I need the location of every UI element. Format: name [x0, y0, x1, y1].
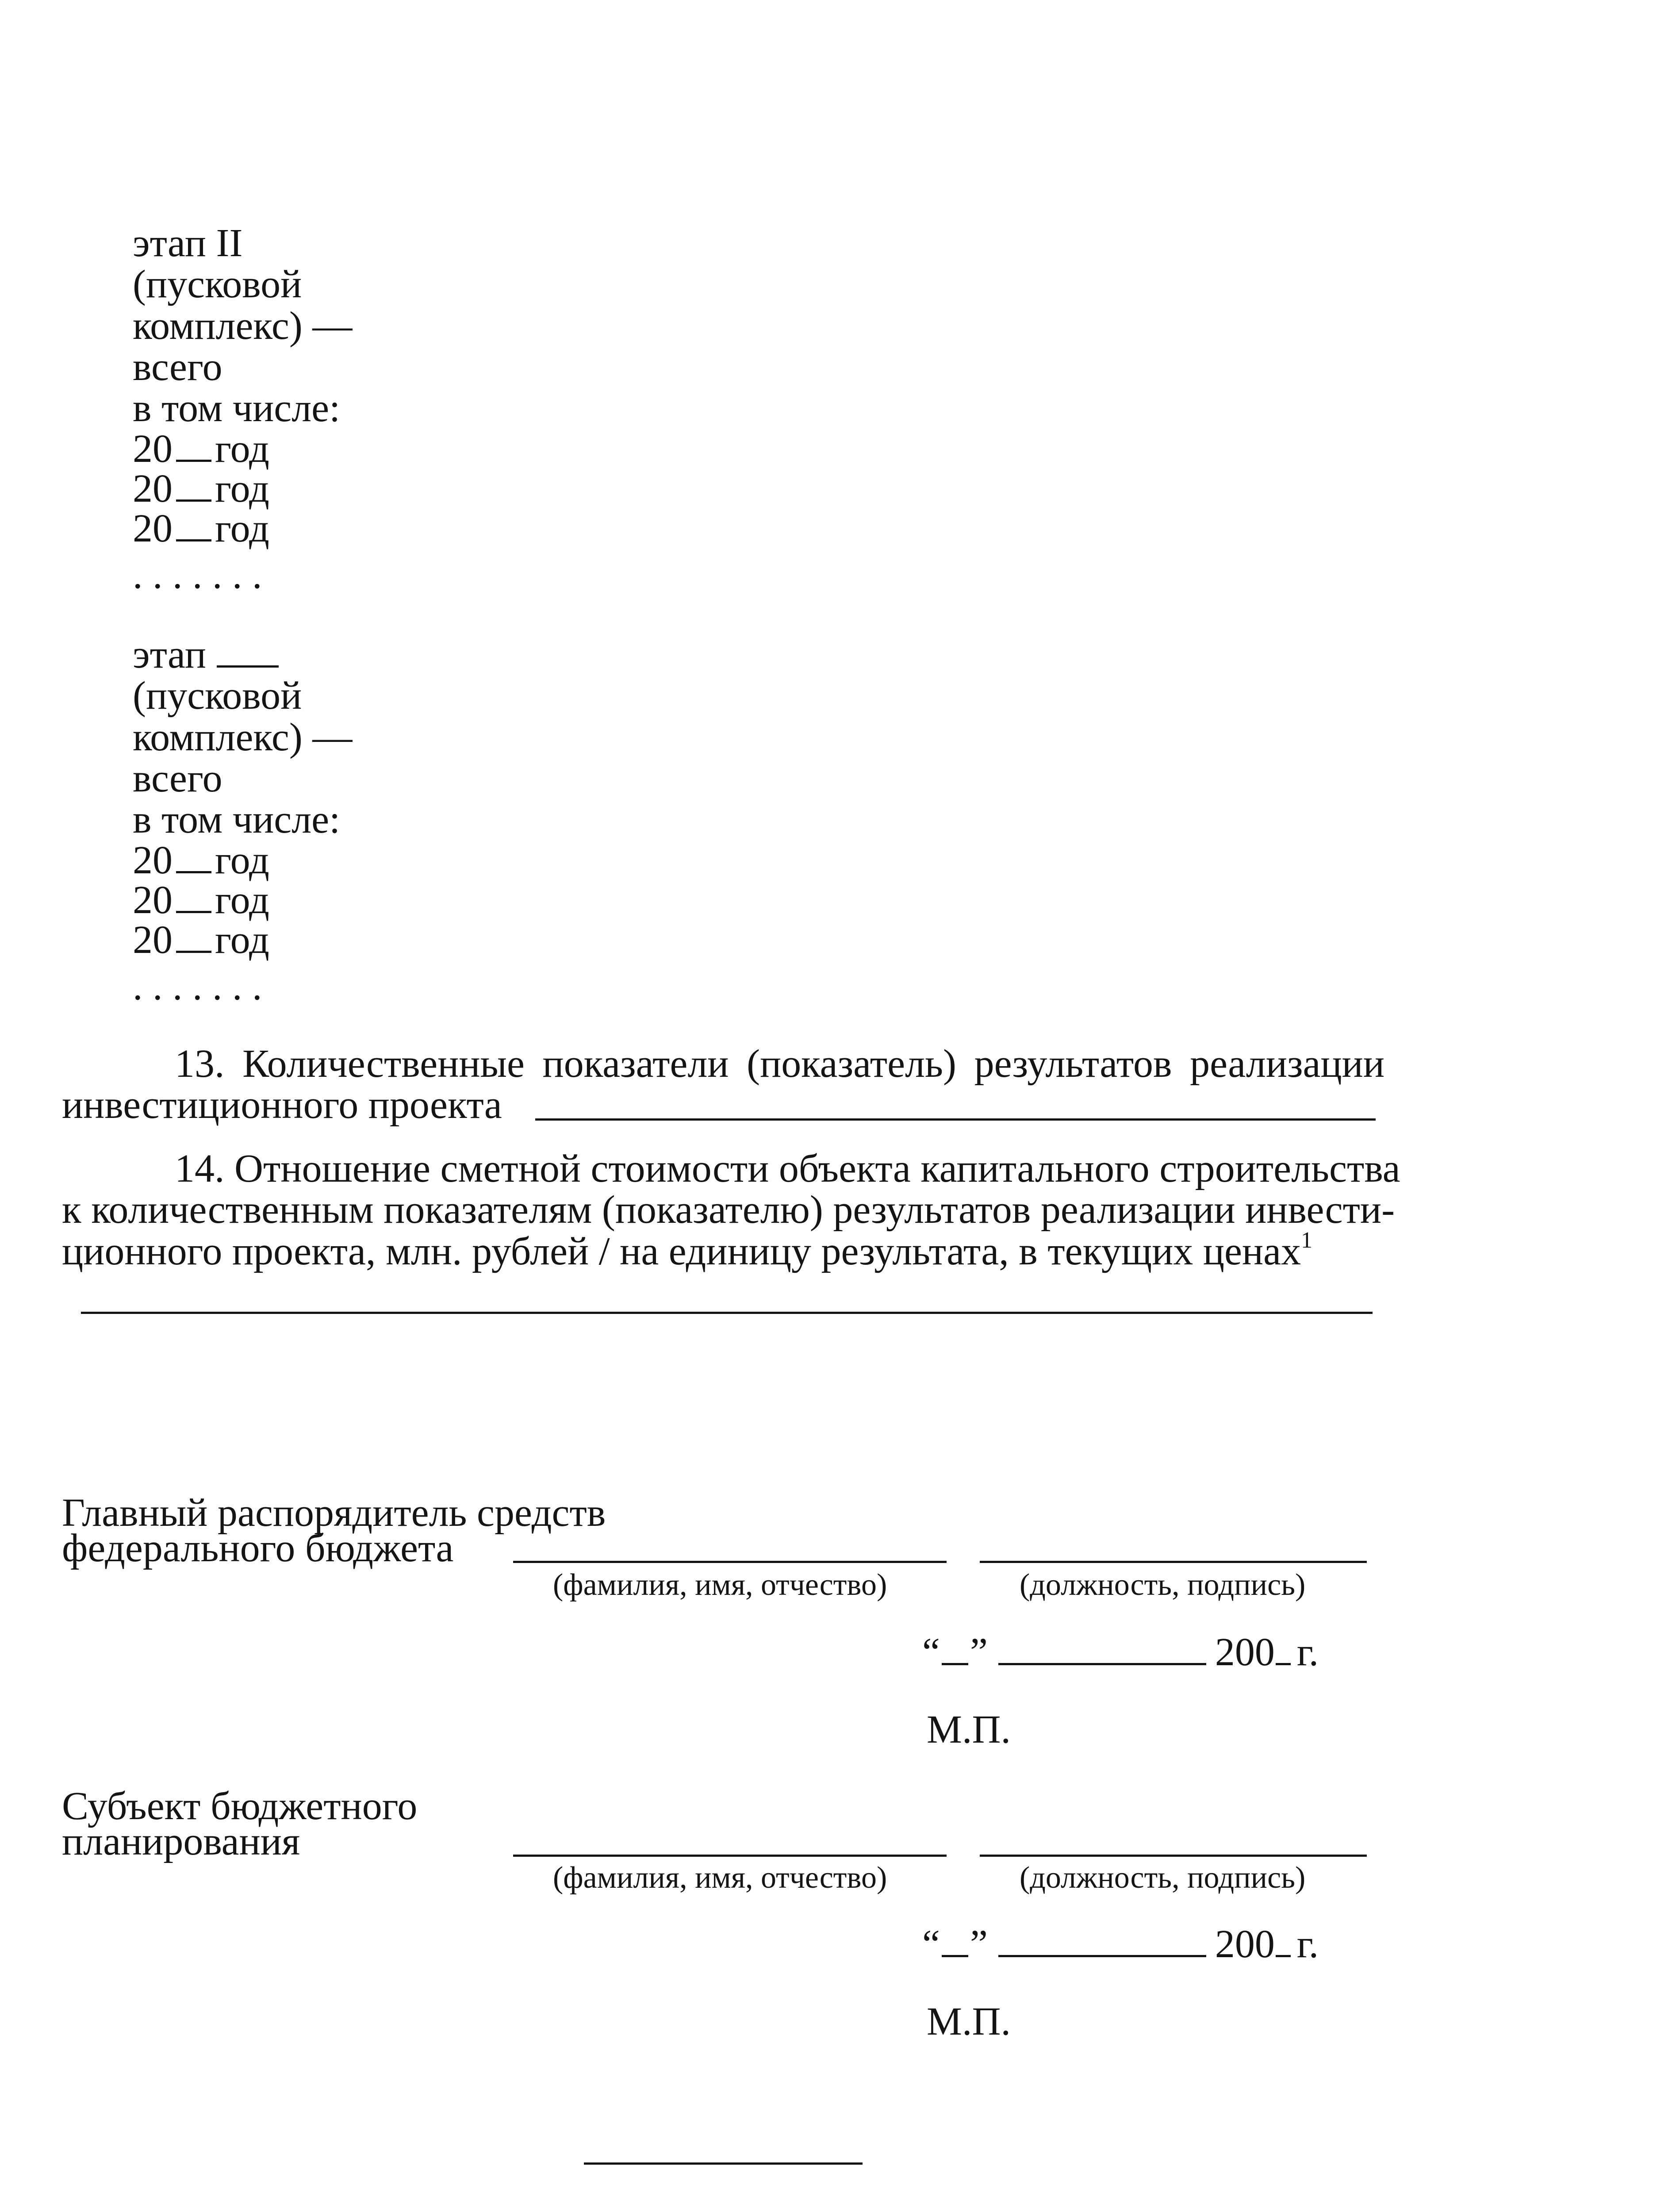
date-quote-open: “: [922, 1922, 940, 1966]
year-blank: [176, 472, 211, 502]
signatory2-seal: М.П.: [927, 2000, 1011, 2043]
end-separator-line: [584, 2162, 863, 2165]
stage2-year-row: [133, 429, 269, 469]
year-blank: [176, 512, 211, 541]
footnote-reference: 1: [1301, 1228, 1313, 1253]
item13-line2: инвестиционного проекта: [62, 1083, 502, 1127]
date-month-blank: [998, 1928, 1206, 1957]
year-word: год: [215, 507, 269, 550]
signatory2-title-line1: Субъект бюджетного: [62, 1784, 418, 1828]
date-quote-close: ”: [970, 1630, 988, 1674]
signatory2-date-row: [922, 1924, 1319, 1964]
year-blank: [176, 883, 211, 913]
stage2-year-row: [133, 469, 269, 509]
stageN-complex: (пусковой: [133, 674, 302, 718]
stage-number-blank: [217, 638, 279, 668]
signatory2-signature-line: [980, 1855, 1367, 1857]
signatory1-signature-line: [980, 1561, 1367, 1563]
stage2-complex-cont: комплекс) —: [133, 304, 353, 348]
signatory1-date-row: [922, 1632, 1319, 1672]
item14-line1: 14. Отношение сметной стоимости объекта капитального строительства: [175, 1147, 1400, 1190]
item13-line1: 13. Количественные показатели (показатель) результатов реализации: [175, 1042, 1384, 1086]
date-year-suffix: г.: [1296, 1922, 1319, 1966]
stageN-label: этап: [133, 633, 206, 676]
stageN-year-row: [133, 838, 269, 882]
stage2-including: в том числе:: [133, 386, 341, 430]
signatory1-title-line2: федерального бюджета: [62, 1526, 454, 1570]
year-blank: [176, 923, 211, 953]
stage2-dots: . . . . . . .: [133, 553, 262, 597]
signatory2-title-line2: планирования: [62, 1820, 300, 1863]
year-prefix: 20: [133, 918, 173, 962]
stage2-total: всего: [133, 345, 222, 389]
stageN-dots: . . . . . . .: [133, 964, 262, 1008]
signatory1-seal: М.П.: [927, 1708, 1011, 1751]
date-year-blank: [1276, 1928, 1291, 1957]
stage2-year-row: [133, 509, 269, 549]
year-blank: [176, 432, 211, 462]
signatory1-title-line1: Главный распорядитель средств: [62, 1491, 606, 1535]
year-prefix: 20: [133, 507, 173, 550]
stageN-complex-cont: комплекс) —: [133, 715, 353, 759]
year-prefix: 20: [133, 427, 173, 471]
year-word: год: [215, 918, 269, 962]
signatory2-position-caption: (должность, подпись): [1020, 1861, 1306, 1895]
signatory1-name-caption: (фамилия, имя, отчество): [553, 1568, 887, 1602]
signatory2-name-caption: (фамилия, имя, отчество): [553, 1861, 887, 1895]
stageN-including: в том числе:: [133, 798, 341, 841]
date-day-blank: [942, 1928, 968, 1957]
date-year: 200: [1215, 1922, 1275, 1966]
date-quote-close: ”: [970, 1922, 988, 1966]
item14-answer-line: [81, 1312, 1373, 1314]
year-prefix: 20: [133, 467, 173, 511]
signatory1-name-line: [513, 1561, 947, 1563]
stageN-label-row: [133, 635, 282, 675]
signatory2-name-line: [513, 1855, 947, 1857]
item13-answer-line: [535, 1118, 1376, 1121]
stage2-complex: (пусковой: [133, 262, 302, 306]
year-word: год: [215, 427, 269, 471]
date-day-blank: [942, 1636, 968, 1665]
date-year: 200: [1215, 1630, 1275, 1674]
date-month-blank: [998, 1636, 1206, 1665]
stageN-year-row: [133, 880, 269, 920]
date-year-suffix: г.: [1296, 1630, 1319, 1674]
signatory1-position-caption: (должность, подпись): [1020, 1568, 1306, 1602]
year-word: год: [215, 838, 269, 882]
year-prefix: 20: [133, 838, 173, 882]
item14-line3: [62, 1228, 1313, 1273]
stage2-label: этап II: [133, 221, 243, 265]
year-blank: [176, 844, 211, 873]
date-year-blank: [1276, 1636, 1291, 1665]
year-word: год: [215, 467, 269, 511]
date-quote-open: “: [922, 1630, 940, 1674]
stageN-year-row: [133, 920, 269, 960]
item14-line3-text: ционного проекта, млн. рублей / на единицу результата, в текущих ценах: [62, 1229, 1301, 1273]
item14-line2: к количественным показателям (показателю) результатов реализации инвести-: [62, 1188, 1395, 1232]
year-prefix: 20: [133, 878, 173, 922]
stageN-total: всего: [133, 757, 222, 800]
year-word: год: [215, 878, 269, 922]
